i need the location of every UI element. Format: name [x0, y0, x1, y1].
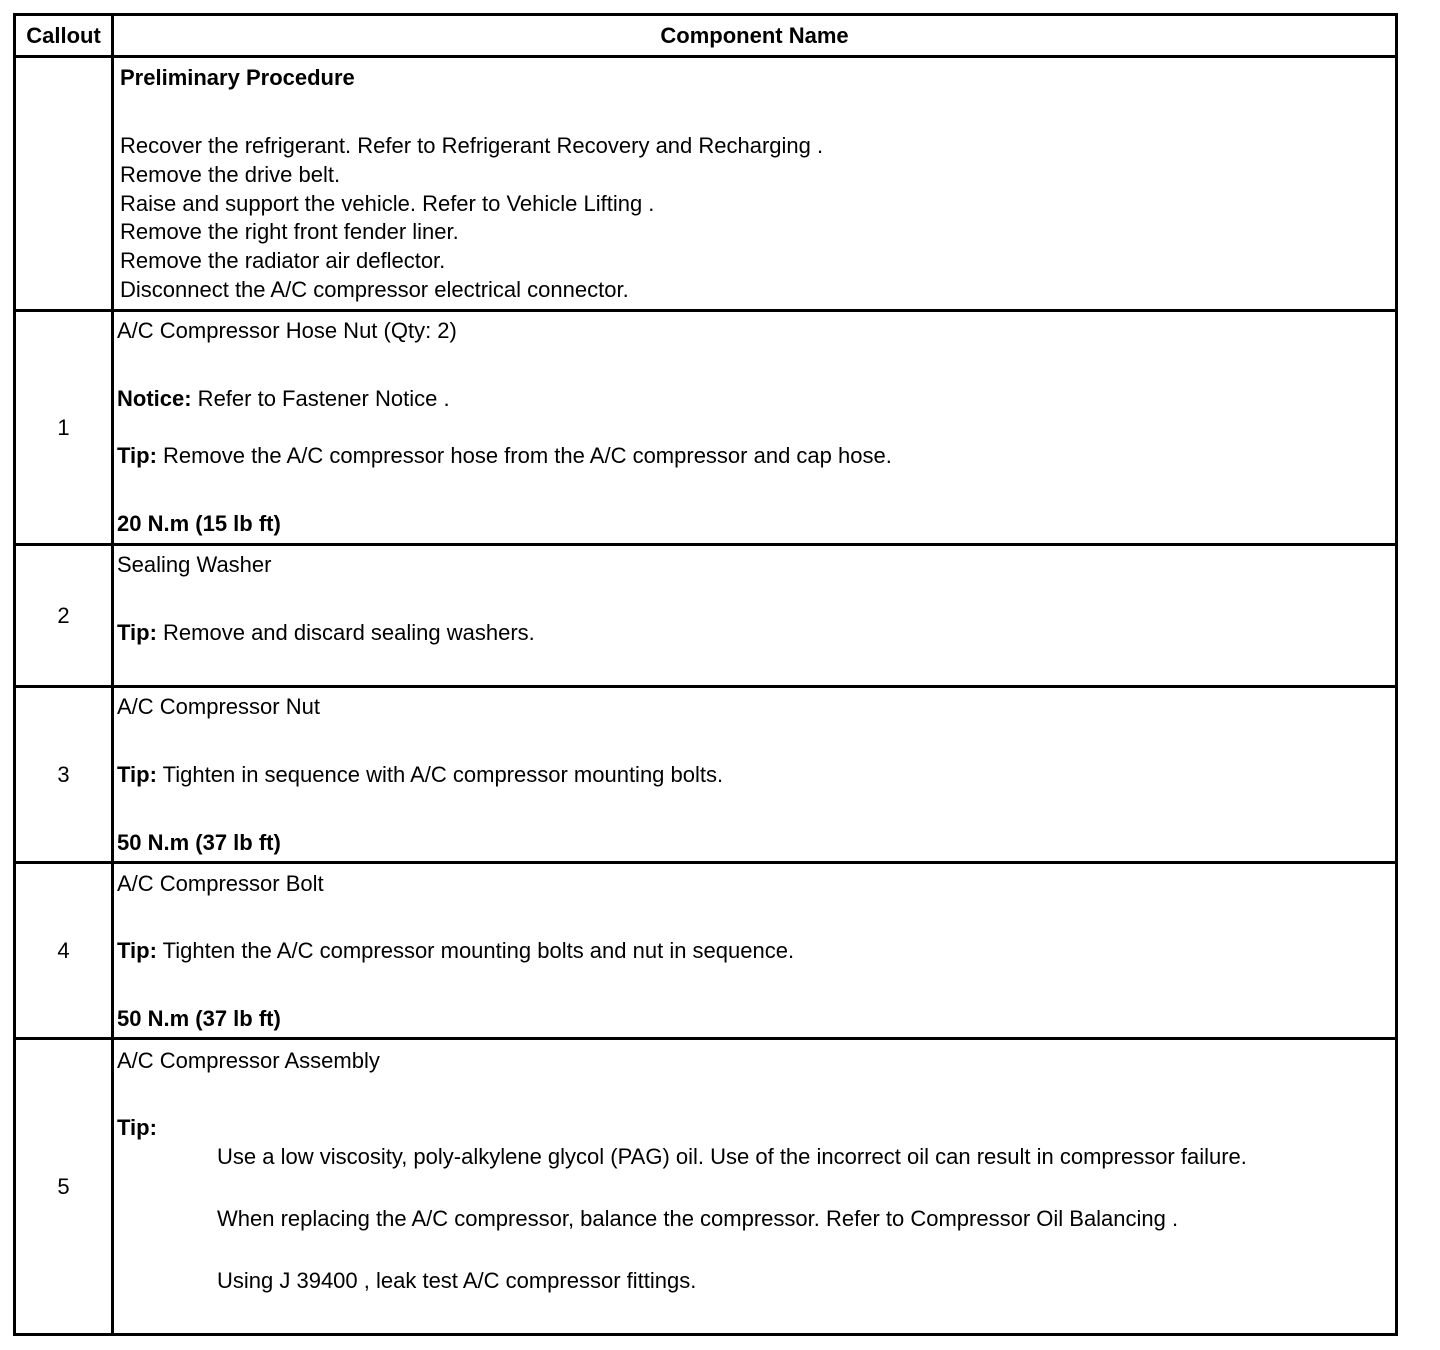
- tip-line: [117, 938, 794, 964]
- component-name: A/C Compressor Hose Nut (Qty: 2): [117, 318, 457, 343]
- torque-spec: 20 N.m (15 lb ft): [117, 511, 281, 536]
- preliminary-step: Disconnect the A/C compressor electrical connector.: [120, 277, 629, 302]
- column-divider: [111, 16, 114, 1333]
- component-name: Sealing Washer: [117, 552, 272, 577]
- notice-text: Refer to Fastener Notice .: [191, 386, 450, 411]
- preliminary-step: Recover the refrigerant. Refer to Refrigerant Recovery and Recharging .: [120, 133, 824, 158]
- component-name: A/C Compressor Assembly: [117, 1048, 380, 1073]
- notice-label: Notice:: [117, 386, 192, 411]
- tip-label: Tip:: [117, 443, 157, 468]
- tip-text: Tighten the A/C compressor mounting bolts and nut in sequence.: [156, 938, 795, 963]
- tip-item: When replacing the A/C compressor, balance the compressor. Refer to Compressor Oil Balancing .: [217, 1206, 1179, 1231]
- row-divider: [16, 309, 1395, 312]
- preliminary-step: Raise and support the vehicle. Refer to Vehicle Lifting .: [120, 191, 655, 216]
- row-divider: [16, 1037, 1395, 1040]
- tip-text: Remove the A/C compressor hose from the A/C compressor and cap hose.: [156, 443, 892, 468]
- preliminary-title: Preliminary Procedure: [120, 65, 355, 90]
- tip-text: Remove and discard sealing washers.: [156, 620, 535, 645]
- tip-label: Tip:: [117, 1115, 157, 1140]
- row-divider: [16, 861, 1395, 864]
- callout-number: 2: [57, 602, 70, 628]
- row-divider: [16, 685, 1395, 688]
- preliminary-step: Remove the right front fender liner.: [120, 219, 459, 244]
- callout-number: 4: [57, 937, 70, 963]
- tip-item: Using J 39400 , leak test A/C compressor fittings.: [217, 1268, 697, 1293]
- torque-spec: 50 N.m (37 lb ft): [117, 1006, 281, 1031]
- component-name: A/C Compressor Bolt: [117, 871, 324, 896]
- row-divider: [16, 543, 1395, 546]
- tip-line: [117, 620, 535, 646]
- preliminary-step: Remove the radiator air deflector.: [120, 248, 446, 273]
- tip-label: Tip:: [117, 938, 157, 963]
- tip-text: Tighten in sequence with A/C compressor mounting bolts.: [156, 762, 724, 787]
- header-callout: Callout: [26, 22, 101, 48]
- callout-number: 3: [57, 761, 70, 787]
- component-name: A/C Compressor Nut: [117, 694, 320, 719]
- notice-line: [117, 386, 450, 412]
- callout-number: 1: [57, 414, 70, 440]
- row-divider: [16, 55, 1395, 58]
- callout-number: 5: [57, 1173, 70, 1199]
- tip-label: Tip:: [117, 762, 157, 787]
- tip-item: Use a low viscosity, poly-alkylene glycol (PAG) oil. Use of the incorrect oil can result in compressor failure.: [217, 1144, 1247, 1169]
- tip-line: [117, 762, 723, 788]
- torque-spec: 50 N.m (37 lb ft): [117, 830, 281, 855]
- preliminary-step: Remove the drive belt.: [120, 162, 341, 187]
- component-table: [13, 13, 1398, 1336]
- tip-label: Tip:: [117, 620, 157, 645]
- header-component-name: Component Name: [660, 22, 849, 48]
- tip-line: [117, 443, 892, 469]
